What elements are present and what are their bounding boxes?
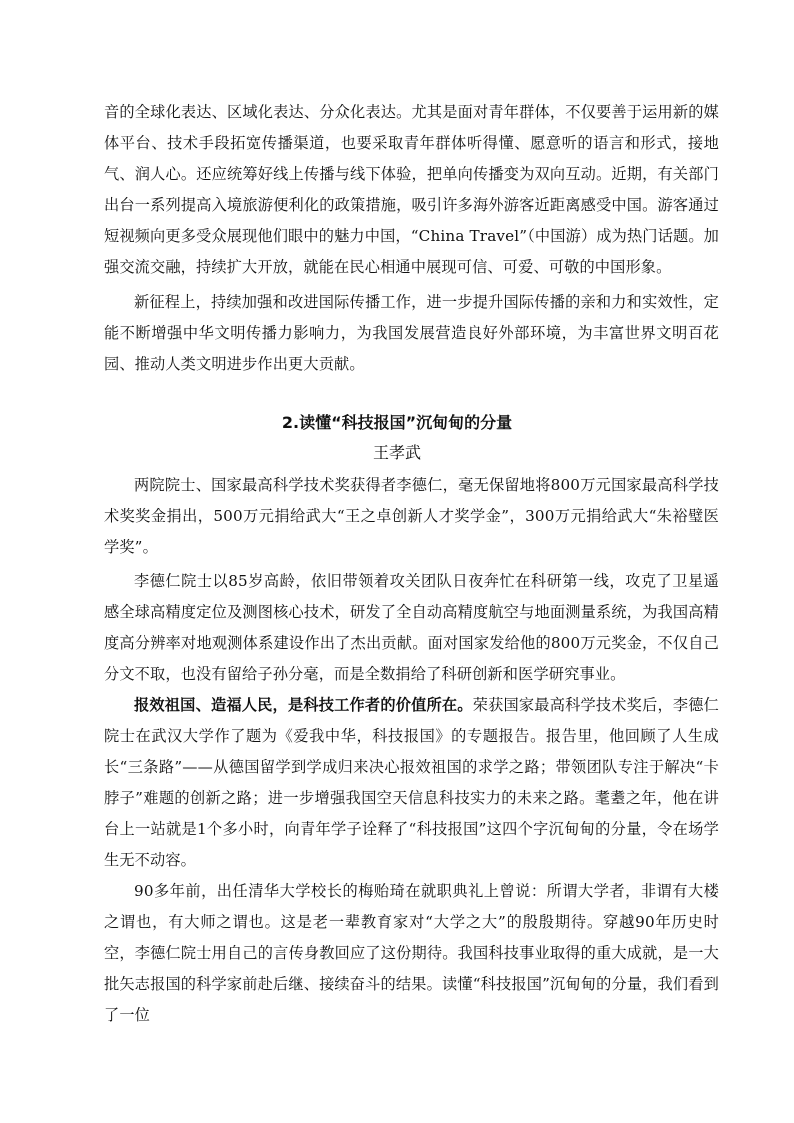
- paragraph-text: 两院院士、国家最高科学技术奖获得者李德仁，毫无保留地将800万元国家最高科学技术奖奖金捐出，500万元捐给武大“王之卓创新人才奖学金”，300万元捐给武大“朱裕璧医学奖”。: [104, 476, 719, 556]
- body-paragraph: [104, 690, 719, 876]
- article-author: 王孝武: [372, 443, 421, 462]
- paragraph-text: 李德仁院士以85岁高龄，依旧带领着攻关团队日夜奔忙在科研第一线，攻克了卫星遥感全球高精度定位及测图核心技术，研发了全自动高精度航空与地面测量系统，为我国高精度高分辨率对地观测体系建设作出了杰出贡献。面对国家发给他的800万元奖金，不仅自己分文不取，也没有留给子孙分毫，而是全数捐给了科研创新和医学研究事业。: [104, 572, 719, 683]
- bold-lead: 报效祖国、造福人民，是科技工作者的价值所在。: [134, 696, 473, 714]
- article-title: 2.读懂“科技报国”沉甸甸的分量: [281, 413, 513, 432]
- paragraph-text: 90多年前，出任清华大学校长的梅贻琦在就职典礼上曾说：所谓大学者，非谓有大楼之谓也，有大师之谓也。这是老一辈教育家对“大学之大”的殷殷期待。穿越90年历史时空，李德仁院士用自己的言传身教回应了这份期待。我国科技事业取得的重大成就，是一大批矢志报国的科学家前赴后继、接续奋斗的结果。读懂“科技报国”沉甸甸的分量，我们看到了一位: [104, 882, 719, 1024]
- body-paragraph: 音的全球化表达、区域化表达、分众化表达。尤其是面对青年群体，不仅要善于运用新的媒体平台、技术手段拓宽传播渠道，也要采取青年群体听得懂、愿意听的语言和形式，接地气、润人心。还应统筹好线上传播与线下体验，把单向传播变为双向互动。近期，有关部门出台一系列提高入境旅游便利化的政策措施，吸引许多海外游客近距离感受中国。游客通过短视频向更多受众展现他们眼中的魅力中国，“China Travel”（中国游）成为热门话题。加强交流交融，持续扩大开放，就能在民心相通中展现可信、可爱、可敬的中国形象。: [104, 103, 719, 276]
- body-paragraph: 新征程上，持续加强和改进国际传播工作，进一步提升国际传播的亲和力和实效性，定能不断增强中华文明传播力影响力，为我国发展营造良好外部环境，为丰富世界文明百花园、推动人类文明进步作出更大贡献。: [104, 293, 719, 373]
- body-paragraph: [104, 470, 719, 563]
- body-paragraph: [104, 876, 719, 1031]
- paragraph-text: 荣获国家最高科学技术奖后，李德仁院士在武汉大学作了题为《爱我中华，科技报国》的专题报告。报告里，他回顾了人生成长“三条路”——从德国留学到学成归来决心报效祖国的求学之路；带领团队专注于解决“卡脖子”难题的创新之路；进一步增强我国空天信息科技实力的未来之路。耄耋之年，他在讲台上一站就是1个多小时，向青年学子诠释了“科技报国”这四个字沉甸甸的分量，令在场学生无不动容。: [104, 696, 719, 869]
- body-paragraph: [104, 566, 719, 690]
